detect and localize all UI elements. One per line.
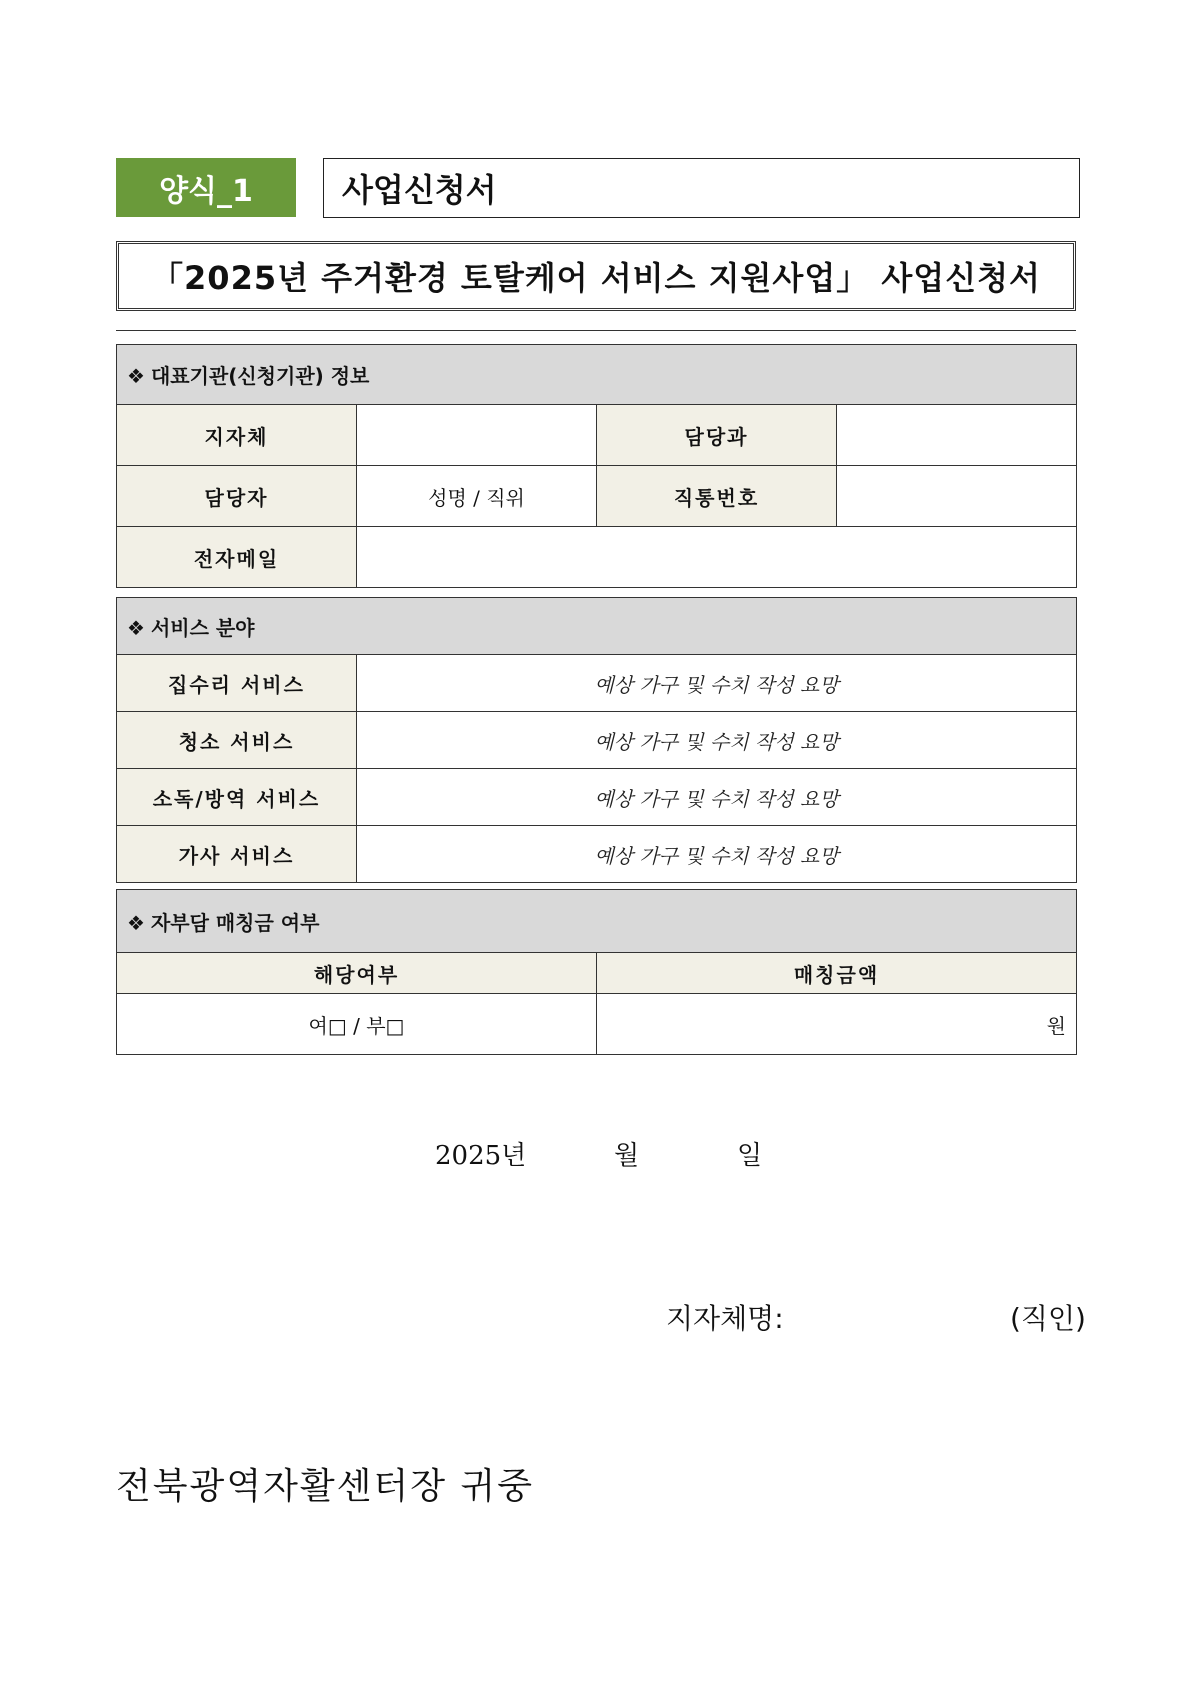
applicable-choice[interactable]: 여□ / 부□ <box>117 994 597 1055</box>
section-header-applicant <box>117 345 1077 405</box>
section-title: 대표기관(신청기관) 정보 <box>150 364 370 388</box>
title-divider <box>116 330 1076 331</box>
recipient-line: 전북광역자활센터장 귀중 <box>116 1466 534 1507</box>
diamond-bullet-icon: ❖ <box>127 615 145 640</box>
municipality-field[interactable] <box>357 405 597 466</box>
applicable-label: 해당여부 <box>117 953 597 994</box>
service-label-disinfection: 소독/방역 서비스 <box>117 769 357 826</box>
matching-amount-label: 매칭금액 <box>597 953 1077 994</box>
form-header-title: 사업신청서 <box>323 158 1080 218</box>
matching-amount-field[interactable]: 원 <box>597 994 1077 1055</box>
department-label: 담당과 <box>597 405 837 466</box>
department-field[interactable] <box>837 405 1077 466</box>
date-day: 일 <box>737 1141 763 1171</box>
document-title: 「2025년 주거환경 토탈케어 서비스 지원사업」 사업신청서 <box>116 241 1076 311</box>
service-field-housekeeping[interactable]: 예상 가구 및 수치 작성 요망 <box>357 826 1077 883</box>
diamond-bullet-icon: ❖ <box>127 910 145 935</box>
service-label-repair: 집수리 서비스 <box>117 655 357 712</box>
direct-phone-label: 직통번호 <box>597 466 837 527</box>
contact-person-field[interactable]: 성명 / 직위 <box>357 466 597 527</box>
contact-person-label: 담당자 <box>117 466 357 527</box>
matching-fund-table <box>116 889 1077 1055</box>
service-label-cleaning: 청소 서비스 <box>117 712 357 769</box>
service-label-housekeeping: 가사 서비스 <box>117 826 357 883</box>
official-seal-mark: (직인) <box>1010 1302 1086 1335</box>
form-number-badge: 양식_1 <box>116 158 296 217</box>
municipality-label: 지자체 <box>117 405 357 466</box>
direct-phone-field[interactable] <box>837 466 1077 527</box>
service-field-disinfection[interactable]: 예상 가구 및 수치 작성 요망 <box>357 769 1077 826</box>
email-label: 전자메일 <box>117 527 357 588</box>
section-header-matching <box>117 890 1077 953</box>
email-field[interactable] <box>357 527 1077 588</box>
diamond-bullet-icon: ❖ <box>127 364 145 388</box>
service-field-repair[interactable]: 예상 가구 및 수치 작성 요망 <box>357 655 1077 712</box>
service-area-table <box>116 597 1077 883</box>
service-field-cleaning[interactable]: 예상 가구 및 수치 작성 요망 <box>357 712 1077 769</box>
date-month: 월 <box>614 1141 640 1171</box>
section-title: 서비스 분야 <box>150 615 255 640</box>
date-year: 2025년 <box>435 1141 527 1171</box>
applicant-info-table <box>116 344 1077 588</box>
section-header-service <box>117 598 1077 655</box>
municipality-name-label: 지자체명: <box>666 1302 784 1335</box>
section-title: 자부담 매칭금 여부 <box>150 910 320 935</box>
